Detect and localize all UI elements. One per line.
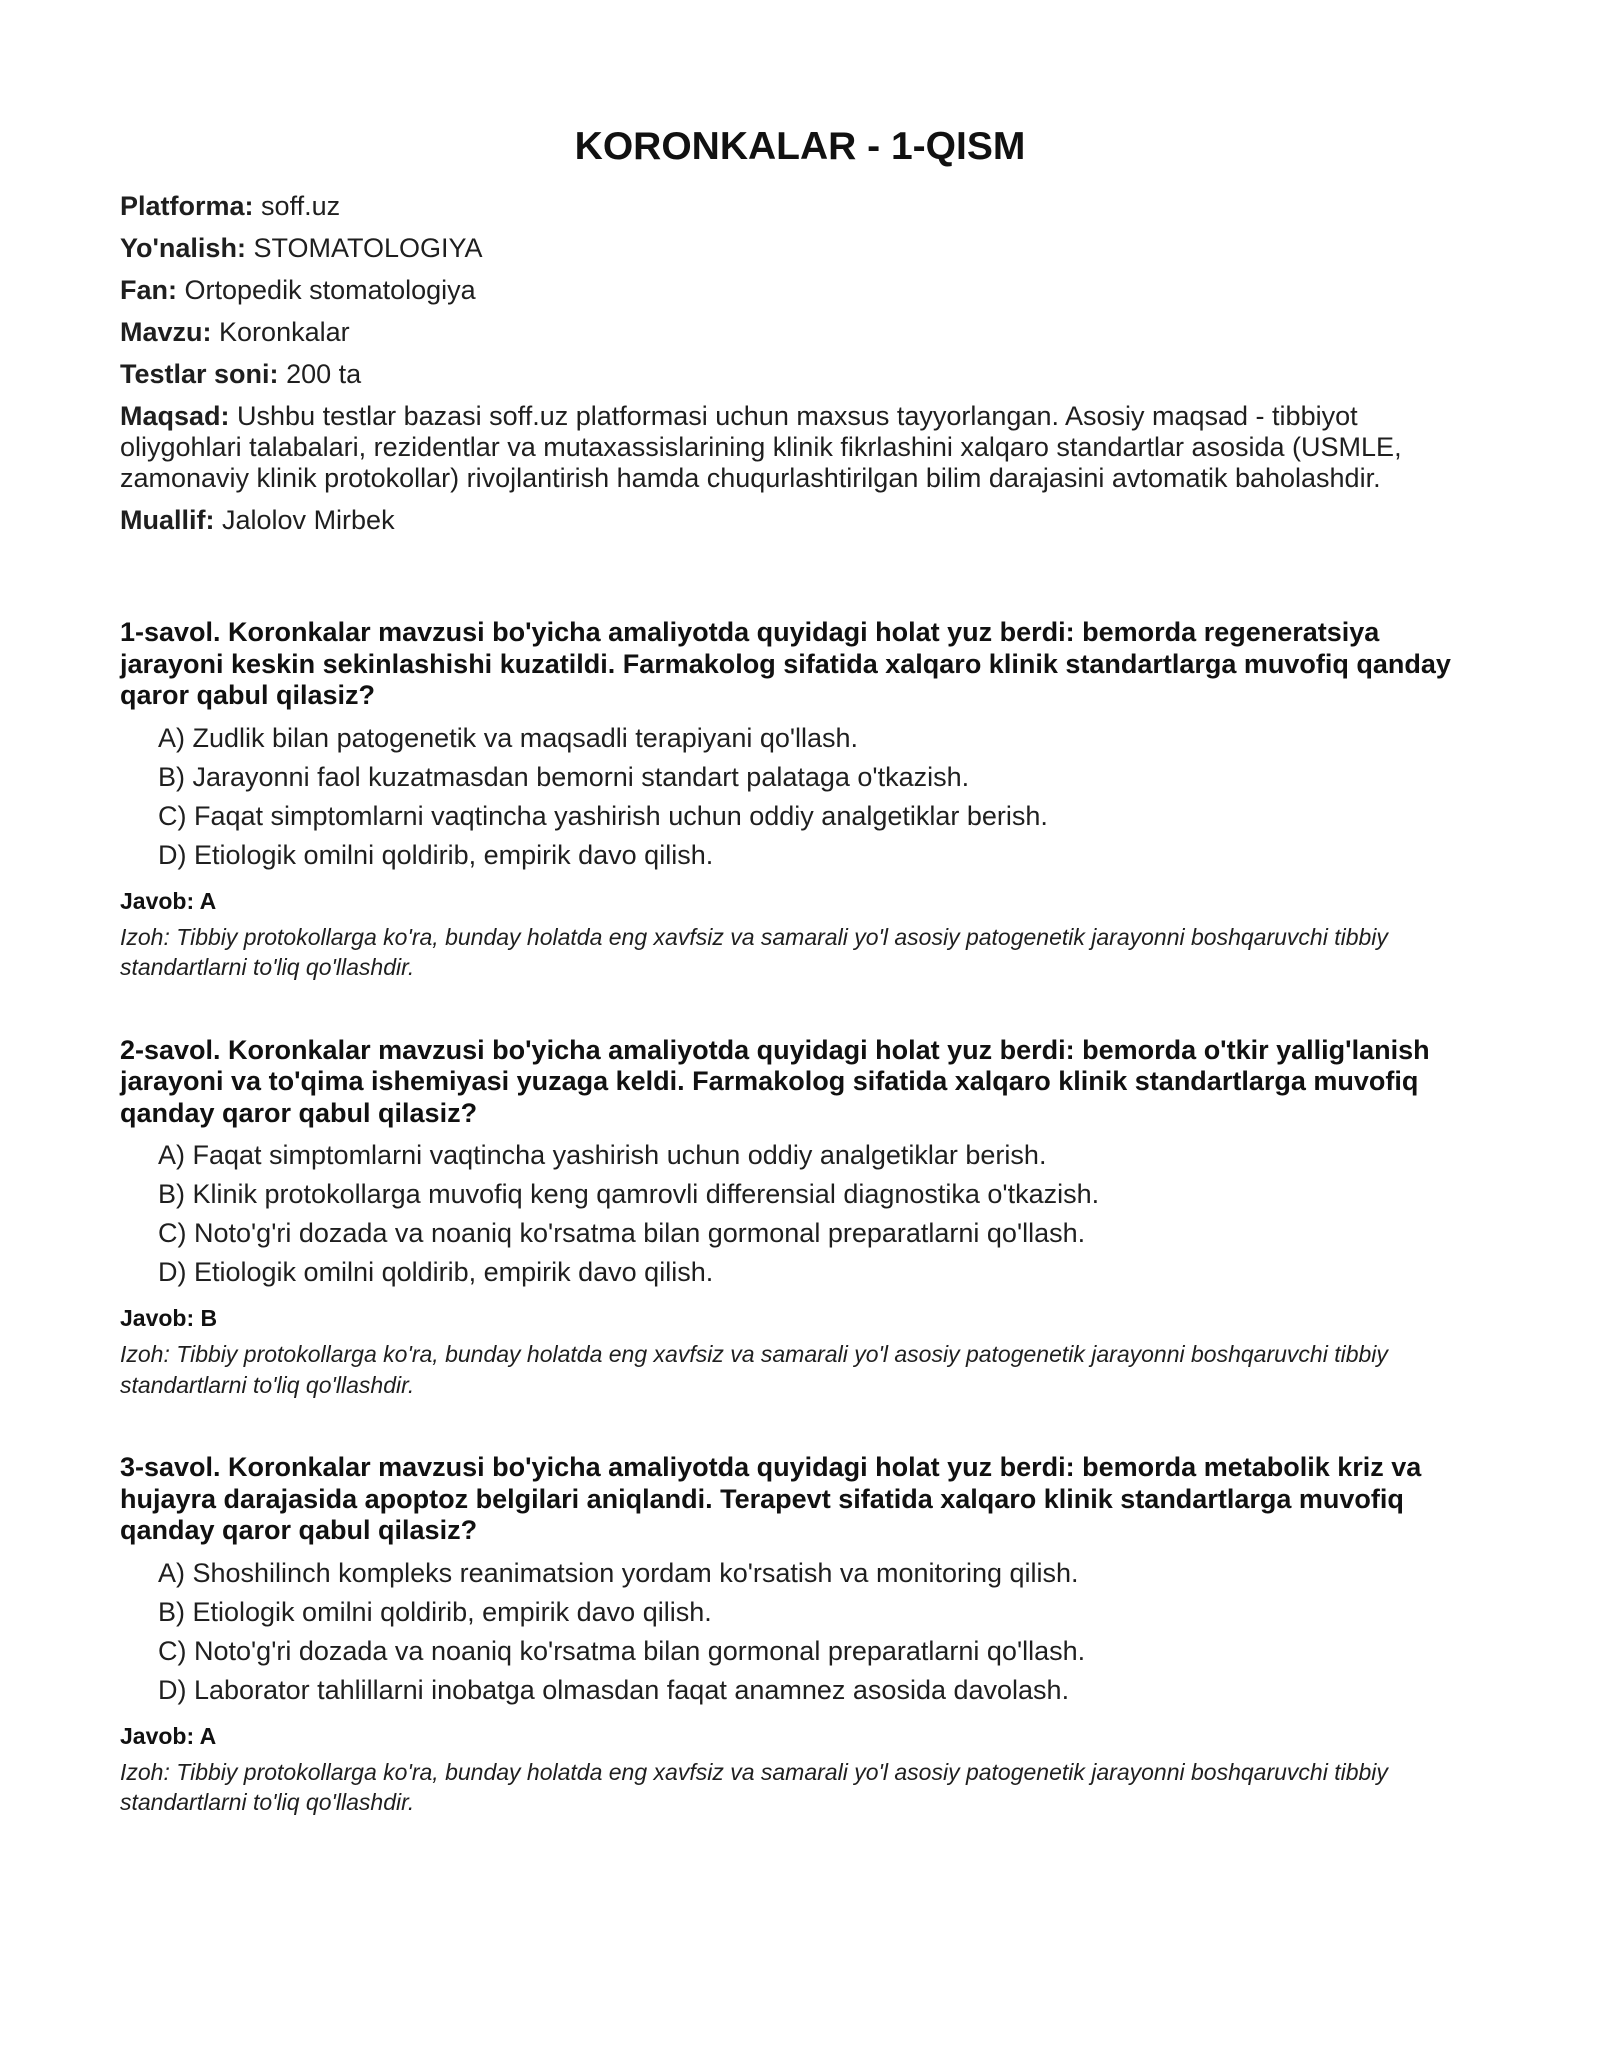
document-meta: [120, 191, 1480, 536]
question-text: 3-savol. Koronkalar mavzusi bo'yicha amaliyotda quyidagi holat yuz berdi: bemorda metabolik kriz va hujayra darajasida apoptoz belgilari aniqlandi. Terapevt sifatida xalqaro klinik standartlarga muvofiq qanday qaror qabul qilasiz?: [120, 1452, 1422, 1545]
option-item: D) Etiologik omilni qoldirib, empirik davo qilish.: [158, 839, 714, 870]
meta-label: Maqsad:: [120, 401, 230, 431]
question-block: [120, 1035, 1480, 1401]
meta-label: Muallif:: [120, 505, 215, 535]
page-title: KORONKALAR - 1-QISM: [574, 125, 1026, 168]
meta-platform: [120, 191, 1480, 222]
answer-label: Javob: B: [120, 1305, 218, 1331]
explanation-text: Izoh: Tibbiy protokollarga ko'ra, bunday holatda eng xavfsiz va samarali yo'l asosiy patogenetik jarayonni boshqaruvchi tibbiy standartlarni to'liq qo'llashdir.: [120, 1758, 1388, 1815]
option-item: C) Noto'g'ri dozada va noaniq ko'rsatma bilan gormonal preparatlarni qo'llash.: [158, 1218, 1086, 1248]
meta-subject: [120, 275, 1480, 306]
meta-label: Platforma:: [120, 191, 254, 221]
meta-value: Jalolov Mirbek: [222, 505, 395, 535]
meta-label: Yo'nalish:: [120, 233, 246, 263]
question-block: [120, 1452, 1480, 1818]
option-item: D) Laborator tahlillarni inobatga olmasdan faqat anamnez asosida davolash.: [158, 1674, 1070, 1705]
meta-purpose: [120, 401, 1480, 494]
answer-label: Javob: A: [120, 887, 217, 914]
meta-direction: [120, 233, 1480, 264]
meta-topic: [120, 317, 1480, 348]
option-item: A) Faqat simptomlarni vaqtincha yashirish uchun oddiy analgetiklar berish.: [158, 1140, 1047, 1170]
option-item: B) Etiologik omilni qoldirib, empirik davo qilish.: [158, 1596, 712, 1627]
option-item: B) Klinik protokollarga muvofiq keng qamrovli differensial diagnostika o'tkazish.: [158, 1179, 1100, 1209]
option-item: A) Shoshilinch kompleks reanimatsion yordam ko'rsatish va monitoring qilish.: [158, 1557, 1079, 1588]
option-item: C) Faqat simptomlarni vaqtincha yashirish uchun oddiy analgetiklar berish.: [158, 800, 1048, 831]
option-item: B) Jarayonni faol kuzatmasdan bemorni standart palataga o'tkazish.: [158, 761, 970, 792]
explanation-text: Izoh: Tibbiy protokollarga ko'ra, bunday holatda eng xavfsiz va samarali yo'l asosiy patogenetik jarayonni boshqaruvchi tibbiy standartlarni to'liq qo'llashdir.: [120, 1341, 1388, 1398]
meta-author: [120, 505, 1480, 536]
meta-test-count: [120, 359, 1480, 390]
answer-options: [120, 1140, 1480, 1288]
answer-label: Javob: A: [120, 1722, 217, 1749]
question-text: 2-savol. Koronkalar mavzusi bo'yicha amaliyotda quyidagi holat yuz berdi: bemorda o'tkir yallig'lanish jarayoni va to'qima ishemiyasi yuzaga keldi. Farmakolog sifatida xalqaro klinik standartlarga muvofiq qanday qaror qabul qilasiz?: [120, 1034, 1430, 1128]
meta-label: Testlar soni:: [120, 359, 279, 389]
meta-value: soff.uz: [261, 191, 341, 221]
meta-value: Koronkalar: [219, 317, 350, 347]
meta-label: Mavzu:: [120, 317, 212, 347]
meta-value: 200 ta: [286, 359, 362, 389]
explanation-text: Izoh: Tibbiy protokollarga ko'ra, bunday holatda eng xavfsiz va samarali yo'l asosiy patogenetik jarayonni boshqaruvchi tibbiy standartlarni to'liq qo'llashdir.: [120, 923, 1388, 980]
option-item: A) Zudlik bilan patogenetik va maqsadli terapiyani qo'llash.: [158, 722, 859, 753]
question-block: [120, 617, 1480, 983]
answer-options: [120, 1558, 1480, 1706]
meta-label: Fan:: [120, 275, 177, 305]
option-item: C) Noto'g'ri dozada va noaniq ko'rsatma bilan gormonal preparatlarni qo'llash.: [158, 1635, 1086, 1666]
meta-value: Ortopedik stomatologiya: [184, 275, 476, 305]
meta-value: Ushbu testlar bazasi soff.uz platformasi uchun maxsus tayyorlangan. Asosiy maqsad - tibbiyot oliygohlari talabalari, rezidentlar va mutaxassislarining klinik fikrlashini xalqaro standartlar asosida (USMLE, zamonaviy klinik protokollar) rivojlantirish hamda chuqurlashtirilgan bilim darajasini avtomatik baholashdir.: [120, 401, 1402, 493]
option-item: D) Etiologik omilni qoldirib, empirik davo qilish.: [158, 1257, 714, 1287]
meta-value: STOMATOLOGIYA: [253, 233, 483, 263]
question-text: 1-savol. Koronkalar mavzusi bo'yicha amaliyotda quyidagi holat yuz berdi: bemorda regeneratsiya jarayoni keskin sekinlashishi kuzatildi. Farmakolog sifatida xalqaro klinik standartlarga muvofiq qanday qaror qabul qilasiz?: [120, 617, 1451, 710]
answer-options: [120, 723, 1480, 871]
